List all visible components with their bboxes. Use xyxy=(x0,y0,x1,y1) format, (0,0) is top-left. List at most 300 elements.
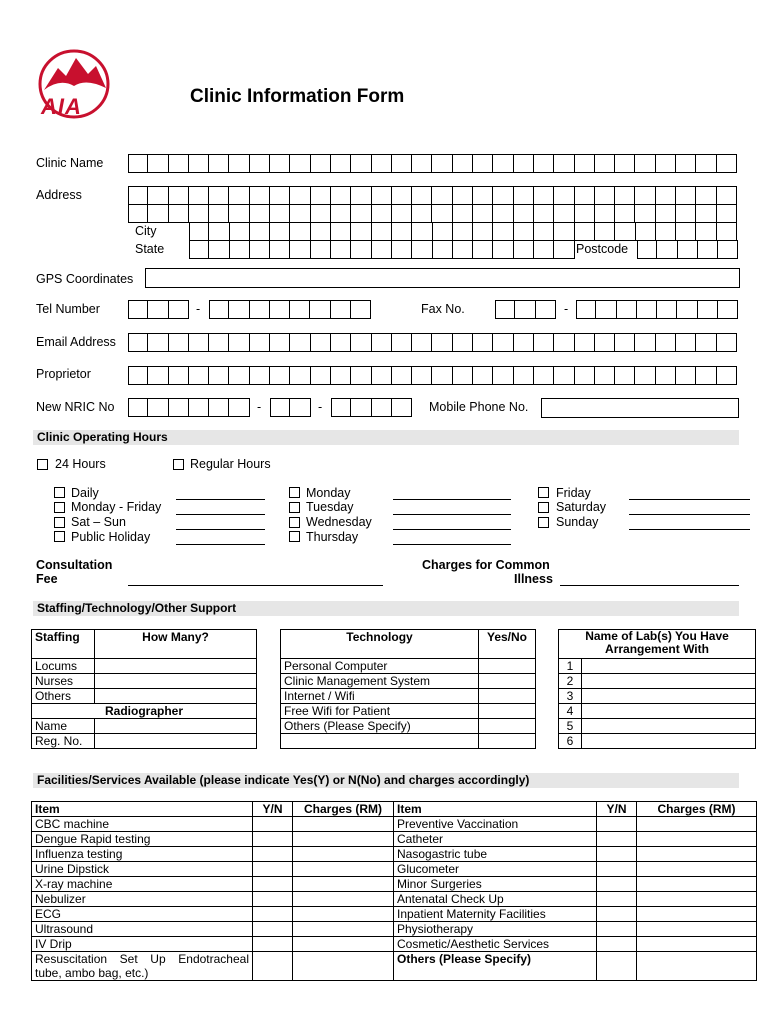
tuesday-hours-line[interactable] xyxy=(393,514,511,515)
char-box[interactable] xyxy=(331,222,351,241)
facility-charges-input[interactable] xyxy=(293,892,394,907)
char-box[interactable] xyxy=(148,186,168,205)
char-box[interactable] xyxy=(310,300,330,319)
char-box[interactable] xyxy=(514,204,534,223)
facility-charges-input[interactable] xyxy=(293,832,394,847)
char-box[interactable] xyxy=(676,366,696,385)
lab-row-input[interactable] xyxy=(582,674,756,689)
char-box[interactable] xyxy=(128,186,148,205)
char-box[interactable] xyxy=(311,154,331,173)
char-box[interactable] xyxy=(493,154,513,173)
char-box[interactable] xyxy=(534,240,554,259)
facility-yn-input[interactable] xyxy=(597,832,637,847)
facility-charges-input[interactable] xyxy=(637,847,757,862)
char-box[interactable] xyxy=(392,154,412,173)
clinic-name-input[interactable] xyxy=(128,154,737,173)
char-box[interactable] xyxy=(290,222,310,241)
char-box[interactable] xyxy=(372,333,392,352)
char-box[interactable] xyxy=(615,222,635,241)
char-box[interactable] xyxy=(656,154,676,173)
mon-fri-hours-line[interactable] xyxy=(176,514,265,515)
char-box[interactable] xyxy=(473,240,493,259)
facility-yn-input[interactable] xyxy=(597,877,637,892)
char-box[interactable] xyxy=(473,333,493,352)
char-box[interactable] xyxy=(311,240,331,259)
facility-yn-input[interactable] xyxy=(253,862,293,877)
facility-yn-input[interactable] xyxy=(253,847,293,862)
char-box[interactable] xyxy=(473,186,493,205)
facility-charges-input[interactable] xyxy=(293,952,394,981)
char-box[interactable] xyxy=(432,186,452,205)
char-box[interactable] xyxy=(575,366,595,385)
char-box[interactable] xyxy=(595,154,615,173)
tech-row-input[interactable] xyxy=(479,674,536,689)
char-box[interactable] xyxy=(635,154,655,173)
facility-charges-input[interactable] xyxy=(637,892,757,907)
char-box[interactable] xyxy=(575,204,595,223)
char-box[interactable] xyxy=(453,222,473,241)
staff-row-input[interactable] xyxy=(95,659,257,674)
char-box[interactable] xyxy=(493,186,513,205)
char-box[interactable] xyxy=(717,333,737,352)
char-box[interactable] xyxy=(351,398,371,417)
facility-yn-input[interactable] xyxy=(597,862,637,877)
facility-yn-input[interactable] xyxy=(253,892,293,907)
char-box[interactable] xyxy=(554,366,574,385)
char-box[interactable] xyxy=(392,222,412,241)
char-box[interactable] xyxy=(495,300,515,319)
lab-row-input[interactable] xyxy=(582,689,756,704)
char-box[interactable] xyxy=(615,154,635,173)
char-box[interactable] xyxy=(290,333,310,352)
facility-charges-input[interactable] xyxy=(293,877,394,892)
facility-yn-input[interactable] xyxy=(253,937,293,952)
char-box[interactable] xyxy=(576,300,596,319)
char-box[interactable] xyxy=(453,154,473,173)
char-box[interactable] xyxy=(615,366,635,385)
facility-charges-input[interactable] xyxy=(293,922,394,937)
char-box[interactable] xyxy=(636,222,656,241)
char-box[interactable] xyxy=(148,398,168,417)
char-box[interactable] xyxy=(290,186,310,205)
lab-row-input[interactable] xyxy=(582,734,756,749)
char-box[interactable] xyxy=(229,366,249,385)
char-box[interactable] xyxy=(514,186,534,205)
char-box[interactable] xyxy=(250,222,270,241)
char-box[interactable] xyxy=(534,222,554,241)
char-box[interactable] xyxy=(575,222,595,241)
char-box[interactable] xyxy=(392,398,412,417)
char-box[interactable] xyxy=(493,204,513,223)
wednesday-hours-line[interactable] xyxy=(393,529,511,530)
char-box[interactable] xyxy=(595,366,615,385)
facility-yn-input[interactable] xyxy=(253,832,293,847)
tel-number-input[interactable] xyxy=(209,300,371,319)
char-box[interactable] xyxy=(392,186,412,205)
nric-part2-input[interactable] xyxy=(270,398,311,417)
facility-charges-input[interactable] xyxy=(293,937,394,952)
staff-row-input[interactable] xyxy=(95,689,257,704)
facility-charges-input[interactable] xyxy=(293,907,394,922)
char-box[interactable] xyxy=(229,333,249,352)
saturday-checkbox[interactable] xyxy=(538,502,549,513)
char-box[interactable] xyxy=(453,333,473,352)
facility-yn-input[interactable] xyxy=(597,922,637,937)
facility-yn-input[interactable] xyxy=(597,847,637,862)
char-box[interactable] xyxy=(331,204,351,223)
char-box[interactable] xyxy=(250,154,270,173)
char-box[interactable] xyxy=(270,204,290,223)
facility-charges-input[interactable] xyxy=(637,817,757,832)
char-box[interactable] xyxy=(392,333,412,352)
char-box[interactable] xyxy=(595,333,615,352)
char-box[interactable] xyxy=(372,222,392,241)
public-holiday-checkbox[interactable] xyxy=(54,531,65,542)
fax-number-input[interactable] xyxy=(576,300,738,319)
postcode-input[interactable] xyxy=(637,240,738,259)
char-box[interactable] xyxy=(433,240,453,259)
sat-sun-hours-line[interactable] xyxy=(176,529,265,530)
char-box[interactable] xyxy=(250,366,270,385)
facility-yn-input[interactable] xyxy=(597,907,637,922)
char-box[interactable] xyxy=(635,366,655,385)
char-box[interactable] xyxy=(209,154,229,173)
char-box[interactable] xyxy=(351,204,371,223)
char-box[interactable] xyxy=(473,154,493,173)
char-box[interactable] xyxy=(432,366,452,385)
char-box[interactable] xyxy=(270,398,290,417)
char-box[interactable] xyxy=(554,154,574,173)
char-box[interactable] xyxy=(351,154,371,173)
char-box[interactable] xyxy=(311,222,331,241)
char-box[interactable] xyxy=(676,333,696,352)
char-box[interactable] xyxy=(514,154,534,173)
mobile-input[interactable] xyxy=(541,398,739,418)
daily-hours-line[interactable] xyxy=(176,499,265,500)
fax-area-input[interactable] xyxy=(495,300,556,319)
char-box[interactable] xyxy=(696,333,716,352)
sunday-checkbox[interactable] xyxy=(538,517,549,528)
char-box[interactable] xyxy=(514,366,534,385)
char-box[interactable] xyxy=(656,333,676,352)
email-input[interactable] xyxy=(128,333,737,352)
char-box[interactable] xyxy=(290,204,310,223)
facility-charges-input[interactable] xyxy=(293,862,394,877)
char-box[interactable] xyxy=(575,186,595,205)
char-box[interactable] xyxy=(189,204,209,223)
char-box[interactable] xyxy=(169,154,189,173)
char-box[interactable] xyxy=(270,240,290,259)
char-box[interactable] xyxy=(250,186,270,205)
char-box[interactable] xyxy=(148,366,168,385)
char-box[interactable] xyxy=(270,366,290,385)
char-box[interactable] xyxy=(392,366,412,385)
char-box[interactable] xyxy=(189,398,209,417)
char-box[interactable] xyxy=(676,186,696,205)
char-box[interactable] xyxy=(432,154,452,173)
gps-input[interactable] xyxy=(145,268,740,288)
char-box[interactable] xyxy=(209,186,229,205)
char-box[interactable] xyxy=(209,222,229,241)
char-box[interactable] xyxy=(209,398,229,417)
char-box[interactable] xyxy=(372,366,392,385)
char-box[interactable] xyxy=(372,240,392,259)
lab-row-input[interactable] xyxy=(582,704,756,719)
char-box[interactable] xyxy=(676,204,696,223)
char-box[interactable] xyxy=(290,300,310,319)
char-box[interactable] xyxy=(189,154,209,173)
nric-part3-input[interactable] xyxy=(331,398,412,417)
char-box[interactable] xyxy=(169,300,189,319)
facility-yn-input[interactable] xyxy=(253,952,293,981)
char-box[interactable] xyxy=(473,222,493,241)
char-box[interactable] xyxy=(433,222,453,241)
char-box[interactable] xyxy=(250,204,270,223)
char-box[interactable] xyxy=(270,154,290,173)
monday-hours-line[interactable] xyxy=(393,499,511,500)
char-box[interactable] xyxy=(189,333,209,352)
monday-checkbox[interactable] xyxy=(289,487,300,498)
saturday-hours-line[interactable] xyxy=(629,514,750,515)
char-box[interactable] xyxy=(473,366,493,385)
char-box[interactable] xyxy=(412,204,432,223)
city-input[interactable] xyxy=(189,222,737,241)
24-hours-checkbox[interactable] xyxy=(37,459,48,470)
char-box[interactable] xyxy=(331,240,351,259)
char-box[interactable] xyxy=(331,333,351,352)
facility-charges-input[interactable] xyxy=(637,907,757,922)
char-box[interactable] xyxy=(677,300,697,319)
char-box[interactable] xyxy=(412,154,432,173)
char-box[interactable] xyxy=(596,300,616,319)
char-box[interactable] xyxy=(250,300,270,319)
char-box[interactable] xyxy=(534,154,554,173)
char-box[interactable] xyxy=(493,240,513,259)
address-line2-input[interactable] xyxy=(128,204,737,223)
char-box[interactable] xyxy=(290,366,310,385)
char-box[interactable] xyxy=(635,333,655,352)
friday-checkbox[interactable] xyxy=(538,487,549,498)
lab-row-input[interactable] xyxy=(582,719,756,734)
char-box[interactable] xyxy=(717,204,737,223)
address-line1-input[interactable] xyxy=(128,186,737,205)
char-box[interactable] xyxy=(493,366,513,385)
char-box[interactable] xyxy=(331,398,351,417)
nric-part1-input[interactable] xyxy=(128,398,250,417)
char-box[interactable] xyxy=(189,366,209,385)
consultation-fee-line[interactable] xyxy=(128,585,383,586)
char-box[interactable] xyxy=(696,366,716,385)
thursday-hours-line[interactable] xyxy=(393,544,511,545)
char-box[interactable] xyxy=(717,154,737,173)
char-box[interactable] xyxy=(311,186,331,205)
char-box[interactable] xyxy=(372,186,392,205)
facility-yn-input[interactable] xyxy=(597,937,637,952)
facility-yn-input[interactable] xyxy=(597,817,637,832)
char-box[interactable] xyxy=(169,366,189,385)
char-box[interactable] xyxy=(250,240,270,259)
friday-hours-line[interactable] xyxy=(629,499,750,500)
tech-row-input[interactable] xyxy=(479,734,536,749)
char-box[interactable] xyxy=(595,222,615,241)
facility-yn-input[interactable] xyxy=(597,952,637,981)
char-box[interactable] xyxy=(657,300,677,319)
char-box[interactable] xyxy=(331,366,351,385)
public-holiday-hours-line[interactable] xyxy=(176,544,265,545)
char-box[interactable] xyxy=(229,398,249,417)
char-box[interactable] xyxy=(432,333,452,352)
char-box[interactable] xyxy=(270,333,290,352)
facility-charges-input[interactable] xyxy=(637,922,757,937)
staff-row-input[interactable] xyxy=(95,674,257,689)
facility-yn-input[interactable] xyxy=(253,907,293,922)
char-box[interactable] xyxy=(148,154,168,173)
facility-charges-input[interactable] xyxy=(637,862,757,877)
char-box[interactable] xyxy=(595,186,615,205)
char-box[interactable] xyxy=(148,300,168,319)
char-box[interactable] xyxy=(554,240,574,259)
char-box[interactable] xyxy=(453,204,473,223)
char-box[interactable] xyxy=(676,222,696,241)
char-box[interactable] xyxy=(696,186,716,205)
char-box[interactable] xyxy=(412,186,432,205)
char-box[interactable] xyxy=(696,222,716,241)
char-box[interactable] xyxy=(656,204,676,223)
char-box[interactable] xyxy=(717,366,737,385)
char-box[interactable] xyxy=(209,300,229,319)
facility-yn-input[interactable] xyxy=(597,892,637,907)
char-box[interactable] xyxy=(514,240,534,259)
char-box[interactable] xyxy=(169,398,189,417)
facility-charges-input[interactable] xyxy=(637,937,757,952)
char-box[interactable] xyxy=(230,222,250,241)
char-box[interactable] xyxy=(229,186,249,205)
char-box[interactable] xyxy=(128,366,148,385)
radio-row-input[interactable] xyxy=(95,734,257,749)
char-box[interactable] xyxy=(534,333,554,352)
char-box[interactable] xyxy=(189,186,209,205)
char-box[interactable] xyxy=(536,300,556,319)
proprietor-input[interactable] xyxy=(128,366,737,385)
char-box[interactable] xyxy=(514,222,534,241)
char-box[interactable] xyxy=(696,154,716,173)
facility-charges-input[interactable] xyxy=(293,817,394,832)
char-box[interactable] xyxy=(372,154,392,173)
char-box[interactable] xyxy=(473,204,493,223)
char-box[interactable] xyxy=(392,204,412,223)
char-box[interactable] xyxy=(372,398,392,417)
facility-yn-input[interactable] xyxy=(253,877,293,892)
char-box[interactable] xyxy=(412,366,432,385)
char-box[interactable] xyxy=(696,204,716,223)
tech-row-input[interactable] xyxy=(479,689,536,704)
char-box[interactable] xyxy=(230,240,250,259)
char-box[interactable] xyxy=(717,222,737,241)
thursday-checkbox[interactable] xyxy=(289,531,300,542)
char-box[interactable] xyxy=(575,333,595,352)
char-box[interactable] xyxy=(615,186,635,205)
radio-row-input[interactable] xyxy=(95,719,257,734)
char-box[interactable] xyxy=(554,204,574,223)
char-box[interactable] xyxy=(637,300,657,319)
daily-checkbox[interactable] xyxy=(54,487,65,498)
char-box[interactable] xyxy=(554,222,574,241)
char-box[interactable] xyxy=(290,154,310,173)
char-box[interactable] xyxy=(617,300,637,319)
char-box[interactable] xyxy=(432,204,452,223)
char-box[interactable] xyxy=(718,240,738,259)
char-box[interactable] xyxy=(169,333,189,352)
char-box[interactable] xyxy=(453,366,473,385)
char-box[interactable] xyxy=(331,300,351,319)
char-box[interactable] xyxy=(656,186,676,205)
char-box[interactable] xyxy=(595,204,615,223)
char-box[interactable] xyxy=(290,398,310,417)
char-box[interactable] xyxy=(189,222,209,241)
char-box[interactable] xyxy=(209,204,229,223)
state-input[interactable] xyxy=(189,240,575,259)
char-box[interactable] xyxy=(635,186,655,205)
char-box[interactable] xyxy=(534,366,554,385)
char-box[interactable] xyxy=(229,300,249,319)
char-box[interactable] xyxy=(290,240,310,259)
char-box[interactable] xyxy=(412,222,432,241)
char-box[interactable] xyxy=(351,240,371,259)
facility-charges-input[interactable] xyxy=(637,877,757,892)
char-box[interactable] xyxy=(657,240,677,259)
char-box[interactable] xyxy=(311,333,331,352)
char-box[interactable] xyxy=(514,333,534,352)
char-box[interactable] xyxy=(635,204,655,223)
char-box[interactable] xyxy=(351,333,371,352)
char-box[interactable] xyxy=(615,333,635,352)
char-box[interactable] xyxy=(698,240,718,259)
char-box[interactable] xyxy=(169,204,189,223)
char-box[interactable] xyxy=(453,240,473,259)
char-box[interactable] xyxy=(493,333,513,352)
char-box[interactable] xyxy=(493,222,513,241)
char-box[interactable] xyxy=(169,186,189,205)
char-box[interactable] xyxy=(209,240,229,259)
char-box[interactable] xyxy=(676,154,696,173)
char-box[interactable] xyxy=(698,300,718,319)
facility-yn-input[interactable] xyxy=(253,817,293,832)
char-box[interactable] xyxy=(270,222,290,241)
char-box[interactable] xyxy=(554,333,574,352)
sunday-hours-line[interactable] xyxy=(629,529,750,530)
wednesday-checkbox[interactable] xyxy=(289,517,300,528)
char-box[interactable] xyxy=(209,366,229,385)
char-box[interactable] xyxy=(250,333,270,352)
regular-hours-checkbox[interactable] xyxy=(173,459,184,470)
char-box[interactable] xyxy=(229,204,249,223)
char-box[interactable] xyxy=(656,366,676,385)
char-box[interactable] xyxy=(718,300,738,319)
char-box[interactable] xyxy=(148,333,168,352)
char-box[interactable] xyxy=(189,240,209,259)
lab-row-input[interactable] xyxy=(582,659,756,674)
facility-charges-input[interactable] xyxy=(293,847,394,862)
char-box[interactable] xyxy=(351,222,371,241)
char-box[interactable] xyxy=(351,300,371,319)
char-box[interactable] xyxy=(128,333,148,352)
char-box[interactable] xyxy=(229,154,249,173)
char-box[interactable] xyxy=(575,154,595,173)
char-box[interactable] xyxy=(453,186,473,205)
char-box[interactable] xyxy=(534,186,554,205)
tel-area-input[interactable] xyxy=(128,300,189,319)
char-box[interactable] xyxy=(534,204,554,223)
